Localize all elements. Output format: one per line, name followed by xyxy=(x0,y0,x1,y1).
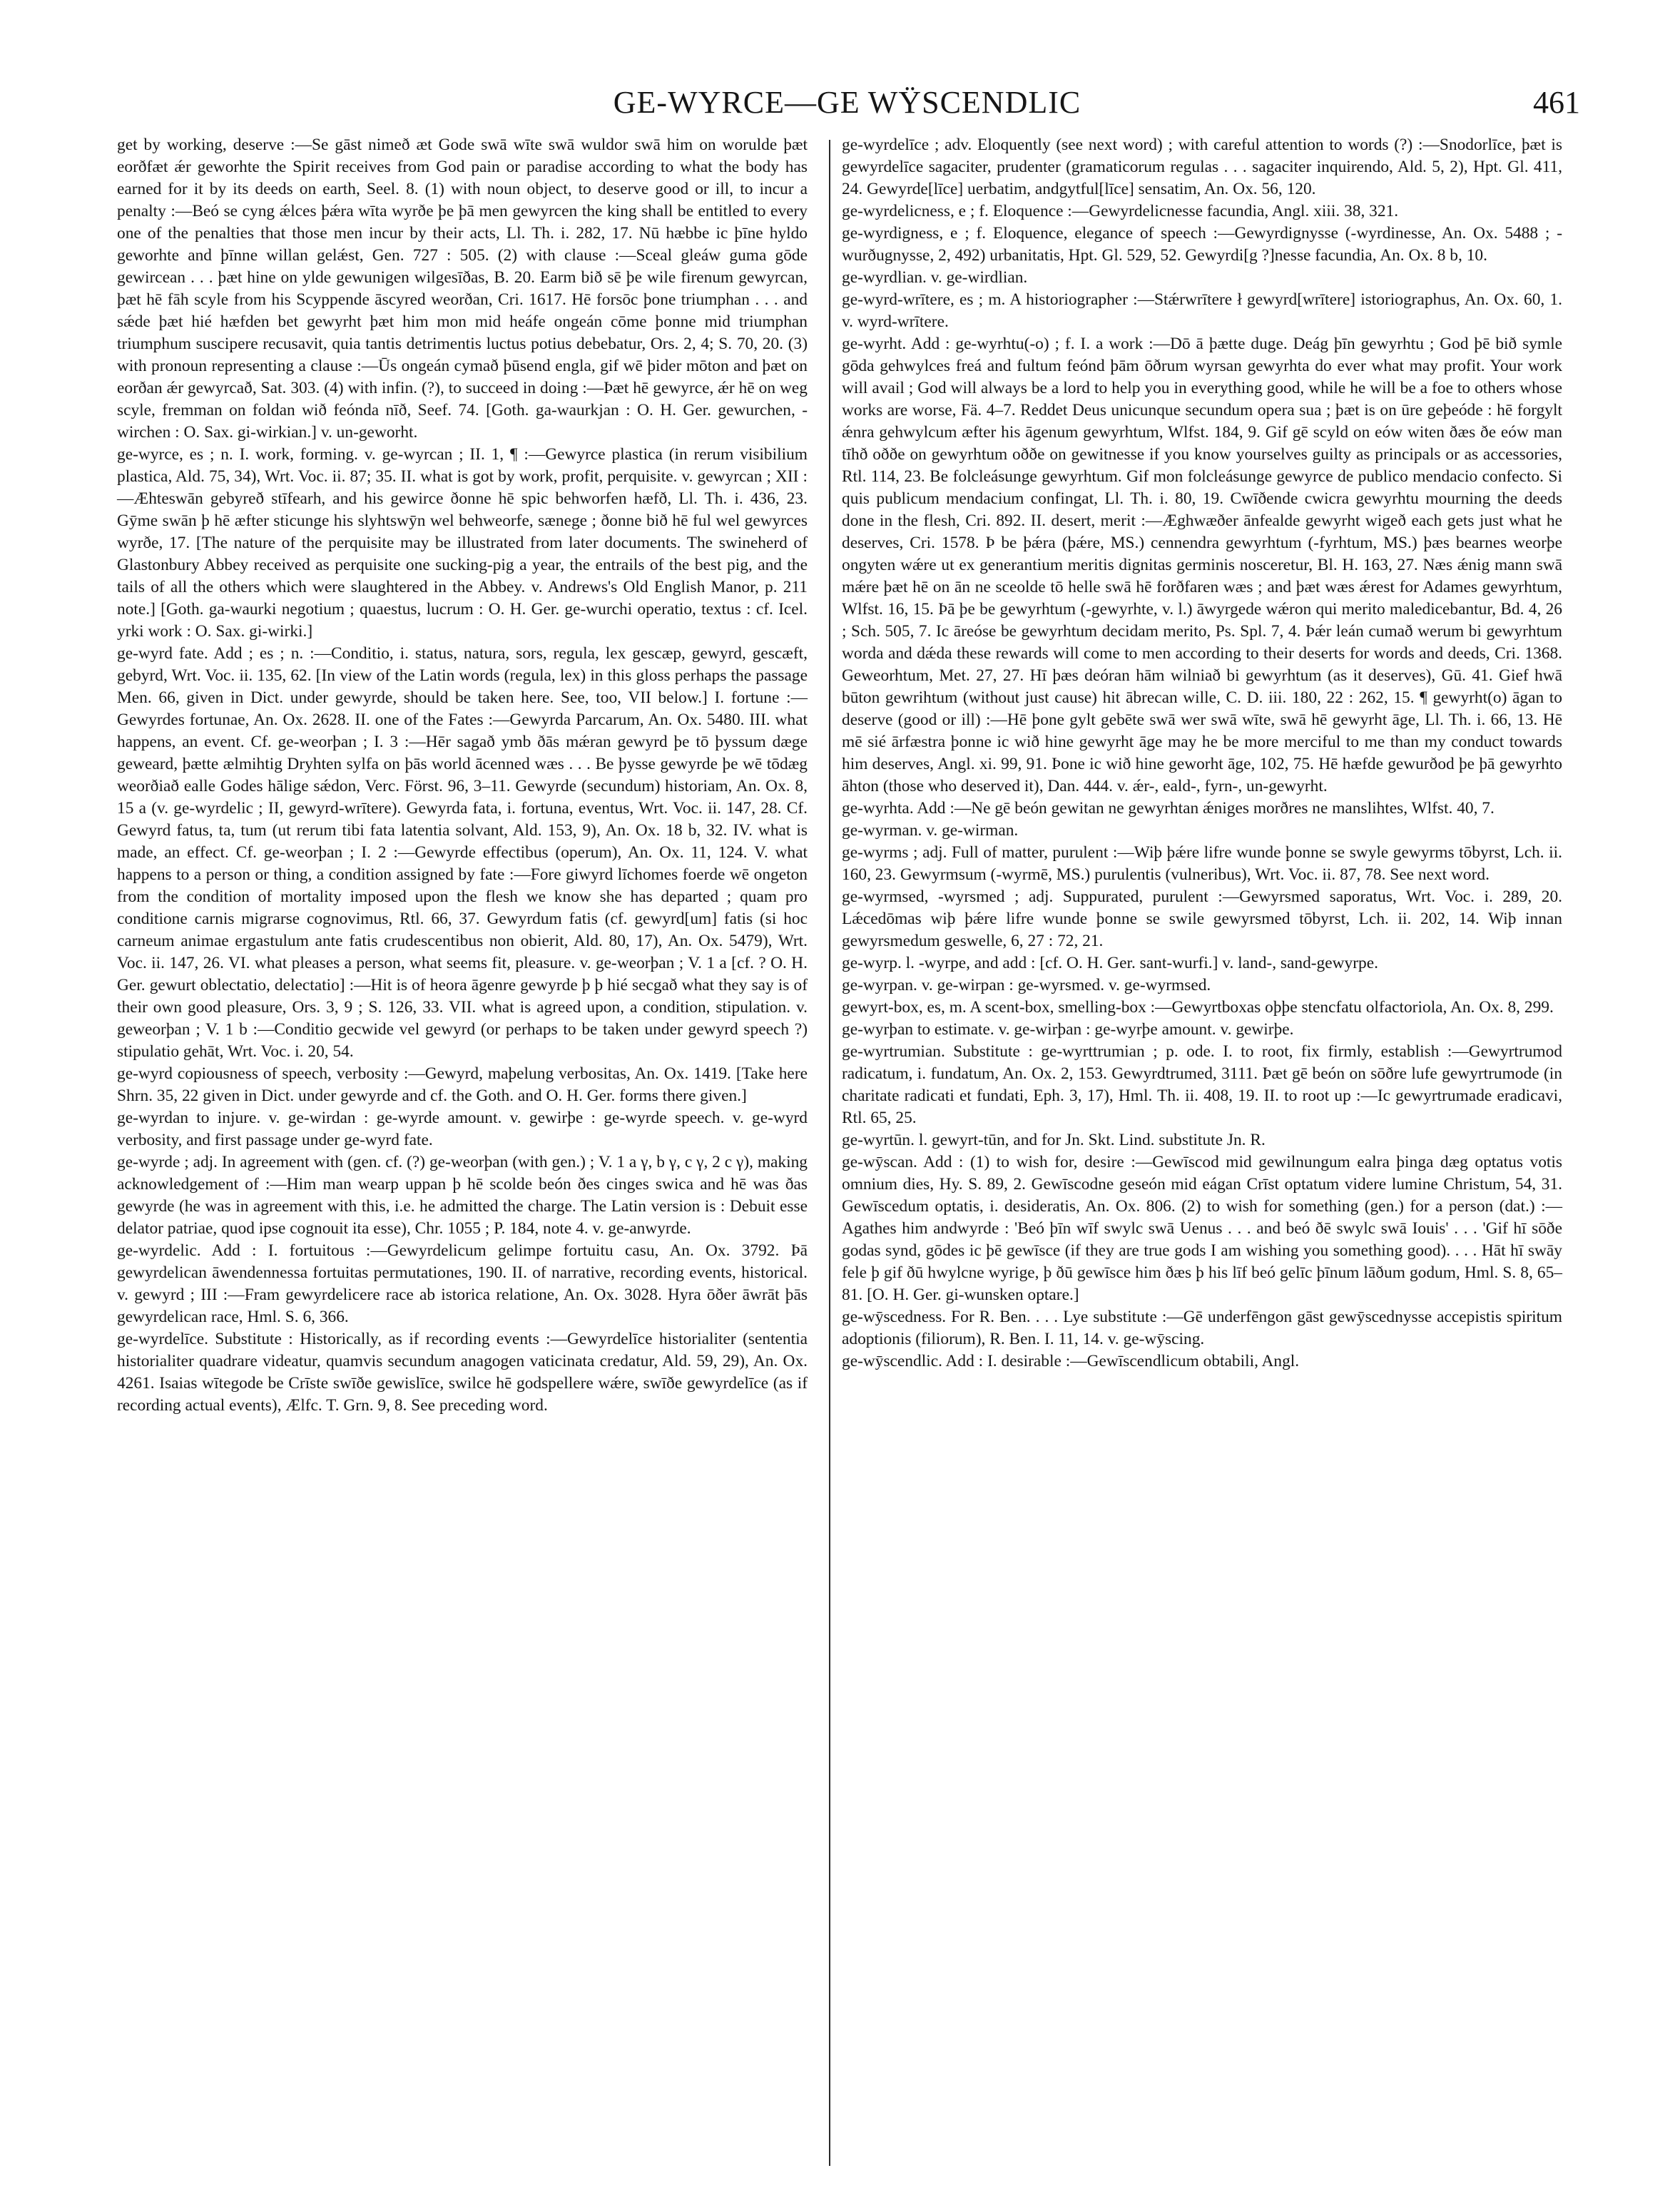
entry-ge-wyrp: ge-wyrp. l. -wyrpe, and add : [cf. O. H. Ger. sant-wurfi.] v. land-, sand-gewyrpe. xyxy=(842,954,1378,972)
entry-gewyrt-box: gewyrt-box, es, m. A scent-box, smelling-box :—Gewyrtboxas oþþe stencfatu olfactoriola, An. Ox. 8, 299. xyxy=(842,998,1554,1017)
entry-ge-wyrman: ge-wyrman. v. ge-wirman. xyxy=(842,821,1019,840)
entry-ge-wyrmsed: ge-wyrmsed, -wyrsmed ; adj. Suppurated, purulent :—Gewyrsmed saporatus, Wrt. Voc. i. 289, 20. Lǽcedōmas wiþ þǽre lifre wunde þonne se swile gewyrsmed tōbyrst, Lch. ii. 202, 14. Wiþ innan gewyrsmedum geswelle, 6, 27 : 72, 21. xyxy=(842,887,1562,950)
entry-ge-wyrdelice: ge-wyrdelīce. Substitute : Historically, as if recording events :—Gewyrdelīce historialiter (sententia historialiter quadrare videatur, quamvis secundum anagogen vaticinata credatur, Ald. 59, 29), An. Ox. 4261. Isaias wītegode be Crīste swīðe gewislīce, swilce hē godspellere wǽre, swīðe gewyrdelīce (as if recording actual events), Ælfc. T. Grn. 9, 8. See preceding word. xyxy=(117,1330,808,1415)
left-column xyxy=(117,134,808,1417)
entry-gewyrcan-cont: get by working, deserve :—Se gāst nimeð æt Gode swā wīte swā wuldor swā him on worulde þæt eorðfæt ǽr geworhte the Spirit receives from God pain or paradise according to what the body has earned for it by its deeds on earth, Seel. 8. (1) with noun object, to deserve good or ill, to incur a penalty :—Beó se cyng ǽlces þǽra wīta wyrðe þe þā men gewyrcen the king shall be entitled to every one of the penalties that those men incur by their acts, Ll. Th. i. 282, 17. Nū hæbbe ic þīne hyldo geworhte and þīnne willan gelǽst, Gen. 727 : 505. (2) with clause :—Sceal gleáw guma gōde gewircean . . . þæt hine on ylde gewunigen wilgesīðas, B. 20. Earm bið sē þe wile firenum gewyrcan, þæt hē fāh scyle from his Scyppende āscyred weorðan, Cri. 1617. Hē forsōc þone triumphan . . . and sǽde þæt hié hæfden bet gewyrht þæt him mon mid heáfe ongeán cōme þonne mid triumphan triumphum suscipere recusavit, quia tantis detrimentis luctus potius debebatur, Ors. 2, 4; S. 70, 20. (3) with pronoun representing a clause :—Ūs ongeán cymað þūsend engla, gif wē þider mōton and þæt on eorðan ǽr gewyrcað, Sat. 303. (4) with infin. (?), to succeed in doing :—Þæt hē gewyrce, ǽr hē on weg scyle, fremman on foldan wið feónda nīð, Seef. 74. [Goth. ga-waurkjan : O. H. Ger. gewurchen, -wirchen : O. Sax. gi-wirkian.] v. un-geworht. xyxy=(117,136,808,442)
entry-ge-wyrþan: ge-wyrþan to estimate. v. ge-wirþan : ge-wyrþe amount. v. gewirþe. xyxy=(842,1020,1294,1039)
entry-ge-wyrtun: ge-wyrtūn. l. gewyrt-tūn, and for Jn. Skt. Lind. substitute Jn. R. xyxy=(842,1131,1266,1149)
entry-ge-wyrdelice-adv: ge-wyrdelīce ; adv. Eloquently (see next word) ; with careful attention to words (?) :—Snodorlīce, þæt is gewyrdelīce sagaciter, prudenter (gramaticorum regulas . . . sagaciter inquirendo, Ald. 5, 2), Hpt. Gl. 411, 24. Gewyrde[līce] uerbatim, andgytful[līce] sensatim, An. Ox. 56, 120. xyxy=(842,136,1562,198)
entry-ge-wyrpan: ge-wyrpan. v. ge-wirpan : ge-wyrsmed. v. ge-wyrmsed. xyxy=(842,976,1211,994)
entry-ge-wyrd-verbosity: ge-wyrd copiousness of speech, verbosity :—Gewyrd, maþelung verbositas, An. Ox. 1419. [Take here Shrn. 35, 22 given in Dict. under gewyrde and cf. the Goth. and O. H. Ger. forms there given.] xyxy=(117,1064,808,1105)
page-header xyxy=(114,84,1580,141)
entry-ge-wyrhta: ge-wyrhta. Add :—Ne gē beón gewitan ne gewyrhtan ǽniges morðres ne manslihtes, Wlfst. 40, 7. xyxy=(842,799,1495,818)
running-title: GE-WYRCE—GE WŸSCENDLIC xyxy=(613,85,1081,120)
entry-ge-wyscan: ge-wȳscan. Add : (1) to wish for, desire :—Gewīscod mid gewilnungum ealra þinga dæg optatus votis omnium dies, Hy. S. 89, 2. Gewīscodne geseón mid eágan Crīst optatum videre lumine Christum, 54, 31. Gewīscedum optatis, i. desideratis, An. Ox. 806. (2) to wish for something (gen.) for a person (dat.) :—Agathes him andwyrde : 'Beó þīn wīf swylc swā Uenus . . . and beó ðē swylc swā Iouis' . . . 'Gif hī sōðe godas synd, gōdes ic þē gewīsce (if they are true gods I am wishing you something good). . . . Hāt hī swāy fele þ gif ðū hwylcne wyrige, þ ðū gewīsce him ðæs þ his līf beó gelīc þīnum lāðum godum, Hml. S. 8, 65–81. [O. H. Ger. gi-wunsken optare.] xyxy=(842,1153,1562,1304)
entry-ge-wyrtrumian: ge-wyrtrumian. Substitute : ge-wyrttrumian ; p. ode. I. to root, fix firmly, establish :—Gewyrtrumod radicatum, i. fundatum, An. Ox. 2, 153. Gewyrdtrumed, 3111. Þæt gē beón on sōðre lufe gewyrtrumode (in charitate radicati et fundati, Eph. 3, 17), Hml. Th. ii. 408, 19. II. to root up :—Ic gewyrtrumade eradicavi, Rtl. 65, 25. xyxy=(842,1042,1562,1127)
entry-ge-wyrht: ge-wyrht. Add : ge-wyrhtu(-o) ; f. I. a work :—Dō ā þætte duge. Deág þīn gewyrhtu ; God þē bið symle gōda gehwylces freá and fultum feónd þām ōðrum wyrsan gewyrhta do ever what may profit. Your work will avail ; God will always be a lord to help you in everything good, while he will be a foe to others whose works are worse, Fä. 4–7. Reddet Deus unicunque secundum opera sua ; þæt is on ūre geþeóde : hē forgylt ǽnra gehwylcum æfter his āgenum gewyrhtum, Wlfst. 184, 9. Gif gē scyld on eów witen ðæs ðe eów man tīhð oððe on gewyrhtum oððe on gewitnesse if you know yourselves guilty as principals or as accessories, Rtl. 114, 23. Be folcleásunge gewyrhtum. Gif mon folcleásunge gewyrce de publico mendacio confecto. Si quis publicum mendacium confingat, Ll. Th. i. 80, 19. Cwīðende cwicra gewyrhtu mourning the deeds done in the flesh, Cri. 892. II. desert, merit :—Æghwæðer ānfealde gewyrht wigeð each gets just what he deserves, Cri. 1578. Þ be þǽra (þǽre, MS.) cennendra gewyrhtum (-fyrhtum, MS.) þæs bearnes weorþe ongyten wǽre ut ex generantium meritis dignitas germinis nosceretur, Bl. H. 163, 27. Næs ǽnig mann swā mǽre þæt hē on ān ne sceolde tō helle swā hē forðfaren wæs ; and þæt wæs ǽrest for Adames gewyrhtum, Wlfst. 16, 15. Þā þe be gewyrhtum (-gewyrhte, v. l.) āwyrgede wǽron qui merito maledicebantur, Bd. 4, 26 ; Sch. 505, 7. Ic āreóse be gewyrhtum decidam merito, Ps. Spl. 7, 4. Þǽr leán cumað werum bi gewyrhtum worda and dǽda these rewards will come to men according to their deserts for words and deeds, Cri. 1368. Geweorhtum, Met. 27, 27. Hī þæs deóran hām wilniað bi gewyrhtum (as it deserves), Gū. 41. Gief hwā būton gewrihtum (without just cause) hit ābrecan wille, C. D. iii. 180, 22 : 262, 15. ¶ gewyrht(o) āgan to deserve (good or ill) :—Hē þone gylt gebēte swā wer swā wīte, swā hē gewyrht āge, Ll. Th. i. 66, 13. Hē mē sié ārfæstra þonne ic wið hine gewyrht āge may he be more merciful to me than my conduct towards him deserves, Angl. xi. 99, 91. Þone ic wið hine geworht āge, 102, 75. Hē hæfde gewurðod þe þā gewyrhto āhton (those who deserved it), Dan. 444. v. ǽr-, eald-, fyrn-, un-gewyrht. xyxy=(842,335,1562,795)
entry-ge-wyrdelicness: ge-wyrdelicness, e ; f. Eloquence :—Gewyrdelicnesse facundia, Angl. xiii. 38, 321. xyxy=(842,202,1399,220)
entry-ge-wyscedness: ge-wȳscedness. For R. Ben. . . . Lye substitute :—Gē underfēngon gāst gewȳscednysse accepistis spiritum adoptionis (filiorum), R. Ben. I. 11, 14. v. ge-wȳscing. xyxy=(842,1308,1562,1348)
page-number: 461 xyxy=(1533,85,1580,120)
entry-ge-wyrce: ge-wyrce, es ; n. I. work, forming. v. ge-wyrcan ; II. 1, ¶ :—Gewyrce plastica (in rerum visibilium plastica, Ald. 75, 34), Wrt. Voc. ii. 87; 35. II. what is got by work, profit, perquisite. v. gewyrcan ; XII :—Æhteswān gebyreð stīfearh, and his gewirce ðonne hē spic behworfen hæfð, Ll. Th. i. 436, 23. Gȳme swān þ hē æfter sticunge his slyhtswȳn wel behweorfe, sænege ; ðonne bið hē ful wel gewyrces wyrðe, 17. [The nature of the perquisite may be illustrated from later documents. The swineherd of Glastonbury Abbey received as perquisite one sucking-pig a year, the entrails of the best pig, and the tails of all the others which were slaughtered in the Abbey. v. Andrews's Old English Manor, p. 211 note.] [Goth. ga-waurki negotium ; quaestus, lucrum : O. H. Ger. ge-wurchi operatio, textus : cf. Icel. yrki work : O. Sax. gi-wirki.] xyxy=(117,445,808,641)
entry-ge-wyrms: ge-wyrms ; adj. Full of matter, purulent :—Wiþ þǽre lifre wunde þonne se swyle gewyrms tōbyrst, Lch. ii. 160, 23. Gewyrmsum (-wyrmē, MS.) purulentis (vulneribus), Wrt. Voc. ii. 87, 78. See next word. xyxy=(842,843,1562,884)
right-column xyxy=(842,134,1562,1373)
entry-ge-wyscendlic: ge-wȳscendlic. Add : I. desirable :—Gewīscendlicum obtabili, Angl. xyxy=(842,1352,1300,1370)
entry-ge-wyrd-fate: ge-wyrd fate. Add ; es ; n. :—Conditio, i. status, natura, sors, regula, lex gescæp, gewyrd, gescæft, gebyrd, Wrt. Voc. ii. 135, 62. [In view of the Latin words (regula, lex) in this gloss perhaps the passage Men. 66, given in Dict. under gewyrde, should be taken here. See, too, VII below.] I. fortune :—Gewyrdes fortunae, An. Ox. 2628. II. one of the Fates :—Gewyrda Parcarum, An. Ox. 5480. III. what happens, an event. Cf. ge-weorþan ; I. 3 :—Hēr sagað ymb ðās mǽran gewyrd þe tō þyssum dæge geweard, þætte ælmihtig Dryhten sylfa on þās world ācenned wæs . . . Be þysse gewyrde þe wē tōdæg weorðiað ealle Godes hālige sǽdon, Verc. Först. 96, 3–11. Gewyrde (secundum) historiam, An. Ox. 8, 15 a (v. ge-wyrdelic ; II, gewyrd-wrītere). Gewyrda fata, i. fortuna, eventus, Wrt. Voc. ii. 147, 28. Cf. Gewyrd fatus, ta, tum (ut rerum tibi fata latentia solvant, Ald. 153, 9), An. Ox. 18 b, 32. IV. what is made, an effect. Cf. ge-weorþan ; I. 2 :—Gewyrde effectibus (operum), An. Ox. 11, 124. V. what happens to a person or thing, a condition assigned by fate :—Fore giwyrd līchomes foerde wē ongeton from the condition of mortality imposed upon the flesh we know she has departed ; quam pro conditione carnis migrarse cognovimus, Rtl. 66, 37. Gewyrdum fatis (cf. gewyrd[um] fatis (si hoc carneum animae ergastulum ante fatis crudescentibus non obierit, Ald. 80, 17), An. Ox. 5479), Wrt. Voc. ii. 147, 26. VI. what pleases a person, what seems fit, pleasure. v. ge-weorþan ; V. 1 a [cf. ? O. H. Ger. gewurt oblectatio, delectatio] :—Hit is of heora āgenre gewyrde þ þ hié secgað what they say is of their own good pleasure, Ors. 3, 9 ; S. 126, 33. VII. what is agreed upon, a condition, stipulation. v. geweorþan ; V. 1 b :—Conditio gecwide vel gewyrd (or perhaps to be taken under gewyrd speech ?) stipulatio gehāt, Wrt. Voc. i. 20, 54. xyxy=(117,644,808,1061)
entry-ge-wyrdelic: ge-wyrdelic. Add : I. fortuitous :—Gewyrdelicum gelimpe fortuitu casu, An. Ox. 3792. Þā gewyrdelican āwendennessa fortuitas permutationes, 190. II. of narrative, recording events, historical. v. gewyrd ; III :—Fram gewyrdelicere race ab istorica relatione, An. Ox. 3028. Hyra ōðer āwrāt þās gewyrdelican race, Hml. S. 6, 366. xyxy=(117,1241,808,1326)
entry-ge-wyrdigness: ge-wyrdigness, e ; f. Eloquence, elegance of speech :—Gewyrdignysse (-wyrdinesse, An. Ox. 5488 ; -wurðugnysse, 2, 492) urbanitatis, Hpt. Gl. 529, 52. Gewyrdi[g ?]nesse facundia, An. Ox. 8 b, 10. xyxy=(842,224,1562,265)
entry-ge-wyrde: ge-wyrde ; adj. In agreement with (gen. cf. (?) ge-weorþan (with gen.) ; V. 1 a γ, b γ, c γ, 2 c γ), making acknowledgement of :—Him man wearp uppan þ hē scolde beón ðes cinges swica and hē was ðas gewyrde (he was in agreement with this, i.e. he admitted the charge. The Latin version is : Debuit esse delator patriae, quod ipse cognouit ita esse), Chr. 1055 ; P. 184, note 4. v. ge-anwyrde. xyxy=(117,1153,808,1238)
entry-ge-wyrdan: ge-wyrdan to injure. v. ge-wirdan : ge-wyrde amount. v. gewirþe : ge-wyrde speech. v. ge-wyrd verbosity, and first passage under ge-wyrd fate. xyxy=(117,1109,808,1149)
entry-ge-wyrd-writere: ge-wyrd-wrītere, es ; m. A historiographer :—Stǽrwrītere ł gewyrd[wrītere] istoriographus, An. Ox. 60, 1. v. wyrd-wrītere. xyxy=(842,290,1562,331)
entry-ge-wyrdlian: ge-wyrdlian. v. ge-wirdlian. xyxy=(842,268,1028,287)
column-divider xyxy=(829,140,830,2166)
